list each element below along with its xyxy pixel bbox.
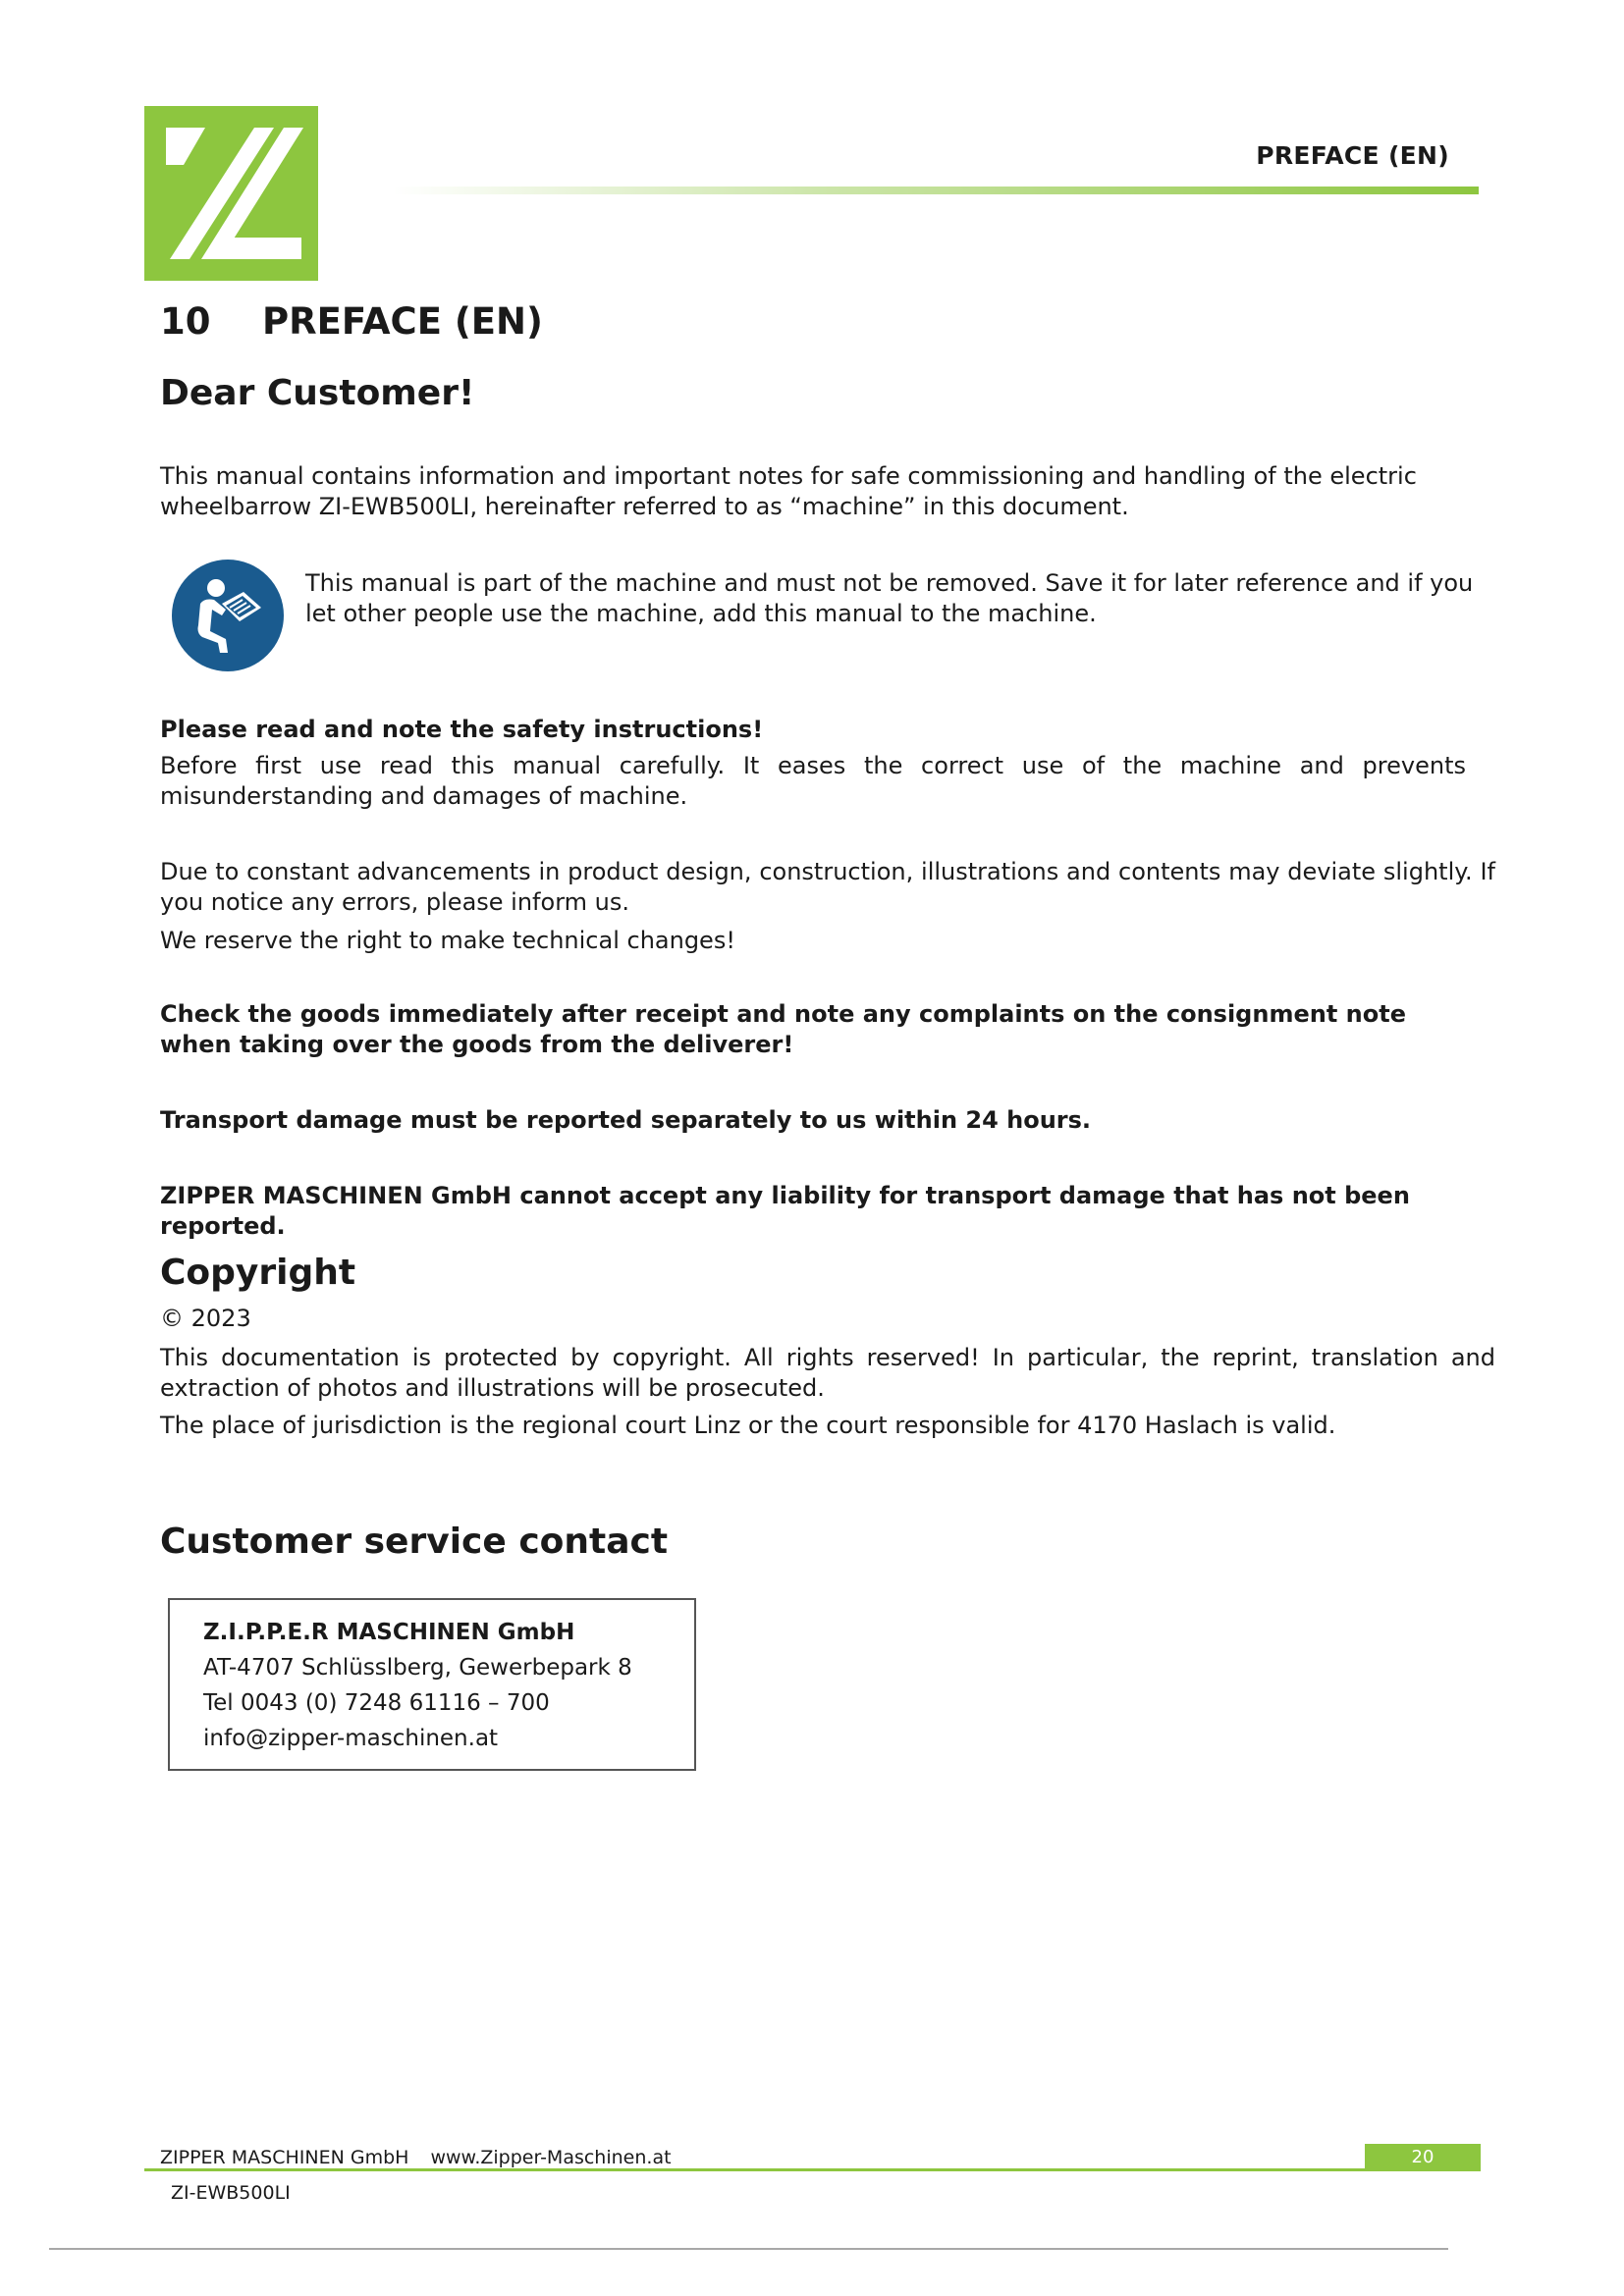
read-manual-icon [171,559,285,672]
contact-address: AT-4707 Schlüsslberg, Gewerbepark 8 [203,1655,632,1681]
deviation-paragraph: Due to constant advancements in product design, construction, illustrations and contents may deviate slightly. If you notice any errors, please inform us. [160,858,1495,916]
page-bottom-divider [49,2248,1448,2250]
contact-company: Z.I.P.P.E.R MASCHINEN GmbH [203,1620,575,1645]
customer-service-heading: Customer service contact [160,1522,669,1562]
manual-note-text: This manual is part of the machine and must not be removed. Save it for later reference and if you let other people use the machine, add this manual to the machine. [305,569,1474,627]
contact-box [168,1598,696,1771]
header-divider [393,187,1479,194]
copyright-year: © 2023 [160,1305,251,1332]
footer-info [160,2147,672,2168]
safety-heading: Please read and note the safety instructions! [160,716,764,743]
check-goods-notice: Check the goods immediately after receipt and note any complaints on the consignment note when taking over the goods from the deliverer! [160,1000,1406,1058]
safety-paragraph: Before first use read this manual carefully. It eases the correct use of the machine and prevents misunderstanding and damages of machine. [160,752,1466,810]
zipper-logo-icon [144,106,318,281]
section-heading [160,300,543,343]
footer-model: ZI-EWB500LI [171,2182,291,2204]
copyright-heading: Copyright [160,1253,356,1293]
footer-divider [144,2168,1480,2171]
footer-company: ZIPPER MASCHINEN GmbH [160,2147,409,2168]
copyright-text: This documentation is protected by copyright. All rights reserved! In particular, the reprint, translation and extraction of photos and illustrations will be prosecuted. [160,1344,1495,1402]
contact-phone: Tel 0043 (0) 7248 61116 – 700 [203,1690,550,1716]
greeting-heading: Dear Customer! [160,373,475,413]
transport-damage-notice: Transport damage must be reported separately to us within 24 hours. [160,1106,1092,1134]
jurisdiction-text: The place of jurisdiction is the regional court Linz or the court responsible for 4170 Haslach is valid. [160,1412,1336,1439]
section-title: PREFACE (EN) [262,300,543,343]
intro-paragraph: This manual contains information and important notes for safe commissioning and handling of the electric wheelbarrow ZI-EWB500LI, hereinafter referred to as “machine” in this document. [160,462,1417,520]
technical-changes-note: We reserve the right to make technical changes! [160,927,735,954]
footer-website[interactable]: www.Zipper-Maschinen.at [430,2147,672,2168]
section-number: 10 [160,300,211,343]
contact-email[interactable]: info@zipper-maschinen.at [203,1726,499,1751]
header-title: PREFACE (EN) [1256,141,1449,170]
liability-notice: ZIPPER MASCHINEN GmbH cannot accept any liability for transport damage that has not been reported. [160,1182,1410,1240]
page-number: 20 [1365,2144,1481,2171]
